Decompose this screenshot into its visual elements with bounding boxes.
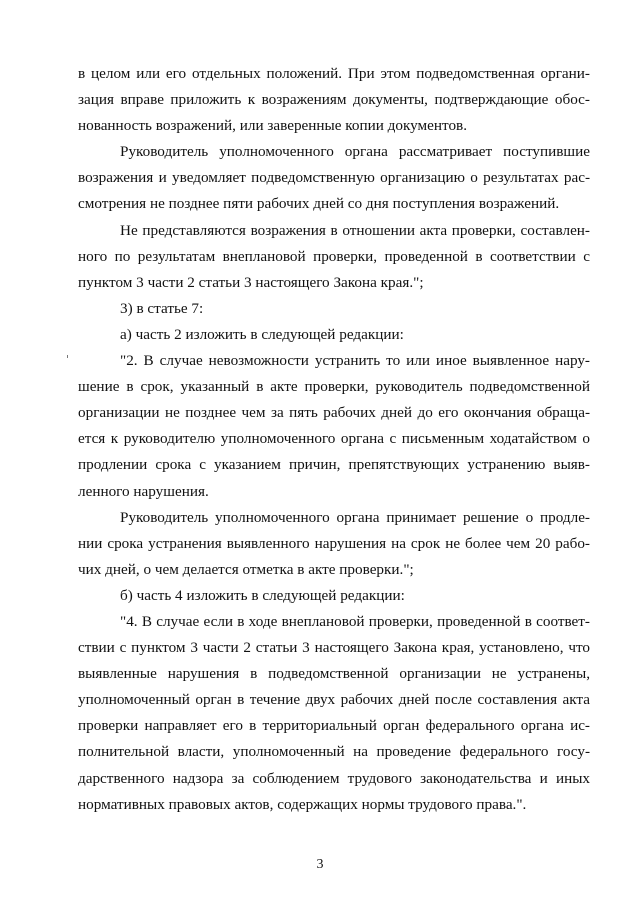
text-line: чих дней, о чем делается отметка в акте проверки."; [78, 560, 414, 578]
text-line: выявленные нарушения в подведомственной организации не устранены, [78, 665, 590, 683]
text-line: "2. В случае невозможности устранить то или иное выявленное нару- [120, 352, 590, 370]
text-line: дарственного надзора за соблюдением трудового законодательства и иных [78, 769, 590, 787]
text-line: продлении срока с указанием причин, препятствующих устранению выяв- [78, 456, 590, 474]
text-line: Руководитель уполномоченного органа принимает решение о продле- [120, 508, 590, 526]
text-line: "4. В случае если в ходе внеплановой проверки, проведенной в соответ- [120, 612, 590, 630]
page-number: 3 [316, 857, 324, 872]
text-line: в целом или его отдельных положений. При этом подведомственная органи- [78, 65, 590, 82]
text-line: ного по результатам внеплановой проверки, проведенной в соответствии с [78, 247, 590, 265]
text-line: организации не позднее чем за пять рабочих дней до его окончания обраща- [78, 404, 590, 422]
text-line: шение в срок, указанный в акте проверки, руководитель подведомственной [78, 378, 590, 396]
text-line: 3) в статье 7: [120, 299, 204, 317]
text-line: б) часть 4 изложить в следующей редакции: [120, 586, 405, 604]
text-line: уполномоченный орган в течение двух рабочих дней после составления акта [78, 691, 590, 709]
text-line: зация вправе приложить к возражениям документы, подтверждающие обос- [78, 91, 590, 109]
text-line: проверки направляет его в территориальный орган федерального органа ис- [78, 717, 590, 735]
text-line: Не представляются возражения в отношении акта проверки, составлен- [120, 221, 590, 239]
text-line: пунктом 3 части 2 статьи 3 настоящего Закона края."; [78, 273, 424, 291]
text-line: возражения и уведомляет подведомственную организацию о результатах рас- [78, 169, 590, 187]
scan-artifact [67, 355, 68, 358]
text-line: ленного нарушения. [78, 482, 209, 500]
text-line: нованность возражений, или заверенные копии документов. [78, 117, 468, 135]
text-line: а) часть 2 изложить в следующей редакции: [120, 325, 404, 343]
text-line: полнительной власти, уполномоченный на проведение федерального госу- [78, 743, 590, 761]
text-line: ется к руководителю уполномоченного органа с письменным ходатайством о [78, 430, 590, 448]
text-line: ствии с пунктом 3 части 2 статьи 3 настоящего Закона края, установлено, что [78, 639, 590, 657]
text-line: Руководитель уполномоченного органа рассматривает поступившие [120, 143, 590, 161]
text-line: нии срока устранения выявленного нарушения на срок не более чем 20 рабо- [78, 534, 590, 552]
text-line: нормативных правовых актов, содержащих нормы трудового права.". [78, 795, 527, 813]
document-body [78, 61, 590, 818]
text-line: смотрения не позднее пяти рабочих дней со дня поступления возражений. [78, 195, 560, 213]
